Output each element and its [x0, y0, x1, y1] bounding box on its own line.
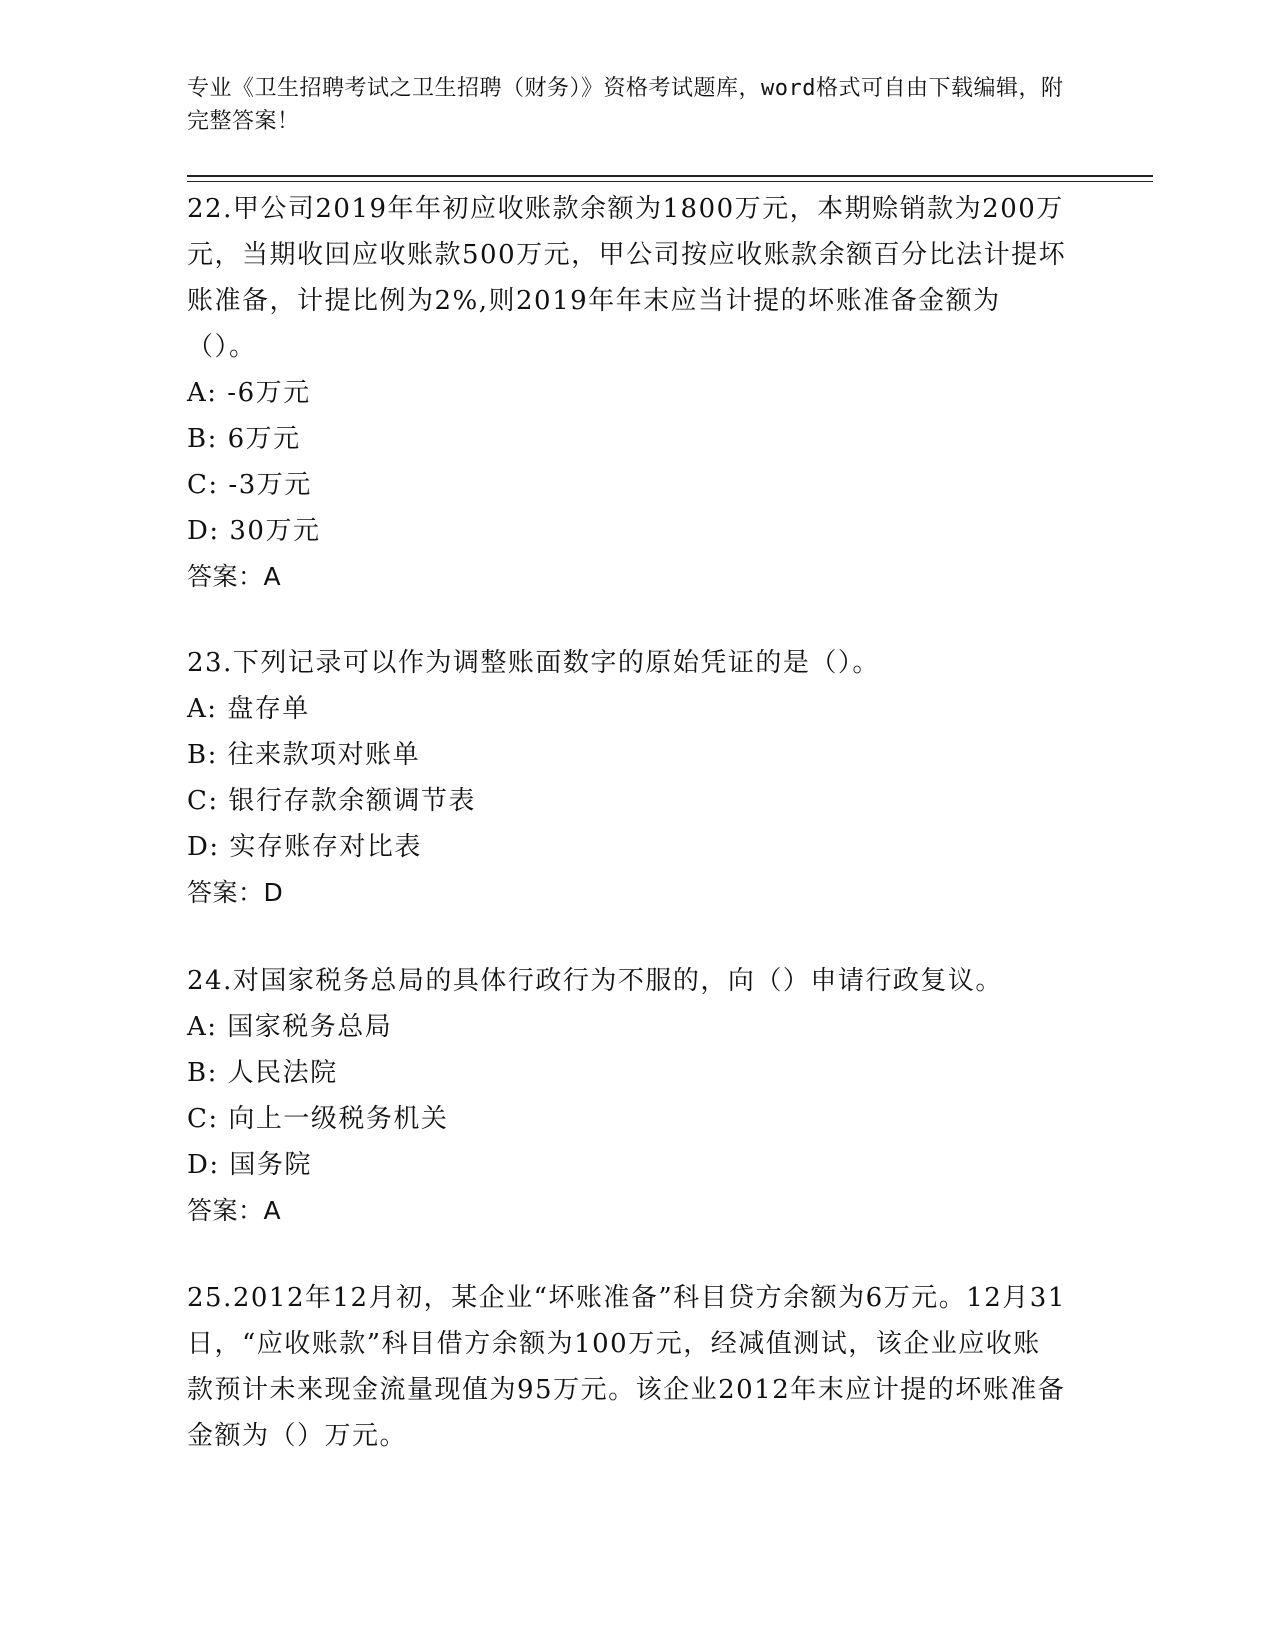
question-23: [187, 640, 1067, 916]
option-b: B: 往来款项对账单: [187, 740, 421, 770]
answer: 答案：A: [187, 562, 282, 591]
option-c: C: 银行存款余额调节表: [187, 786, 476, 816]
option-b: B: 人民法院: [187, 1058, 338, 1088]
question-22: [187, 186, 1067, 600]
option-a: A: 盘存单: [187, 694, 310, 724]
option-a: A: 国家税务总局: [187, 1012, 393, 1042]
option-d: D: 实存账存对比表: [187, 832, 422, 862]
header-divider-thin: [187, 181, 1153, 182]
question-24: [187, 958, 1067, 1234]
question-text: 24.对国家税务总局的具体行政行为不服的，向（）申请行政复议。: [187, 966, 1003, 996]
answer: 答案：D: [187, 878, 284, 907]
document-header: 专业《卫生招聘考试之卫生招聘（财务）》资格考试题库，word格式可自由下载编辑，附完整答案！: [187, 76, 1064, 134]
question-text: 25.2012年12月初，某企业“坏账准备”科目贷方余额为6万元。12月31日，“应收账款”科目借方余额为100万元，经减值测试，该企业应收账款预计未来现金流量现值为95万元。该企业2012年末应计提的坏账准备金额为（）万元。: [187, 1283, 1066, 1451]
answer: 答案：A: [187, 1196, 282, 1225]
option-c: C: -3万元: [187, 470, 312, 500]
option-d: D: 国务院: [187, 1150, 312, 1180]
question-25: [187, 1275, 1067, 1459]
option-c: C: 向上一级税务机关: [187, 1104, 449, 1134]
option-b: B: 6万元: [187, 424, 301, 454]
option-a: A: -6万元: [187, 378, 311, 408]
header-divider-thick: [187, 175, 1153, 177]
question-text: 23.下列记录可以作为调整账面数字的原始凭证的是（）。: [187, 648, 880, 678]
question-text: 22.甲公司2019年年初应收账款余额为1800万元，本期赊销款为200万元，当期收回应收账款500万元，甲公司按应收账款余额百分比法计提坏账准备，计提比例为2%,则2019年年末应当计提的坏账准备金额为（）。: [187, 194, 1067, 362]
option-d: D: 30万元: [187, 516, 321, 546]
